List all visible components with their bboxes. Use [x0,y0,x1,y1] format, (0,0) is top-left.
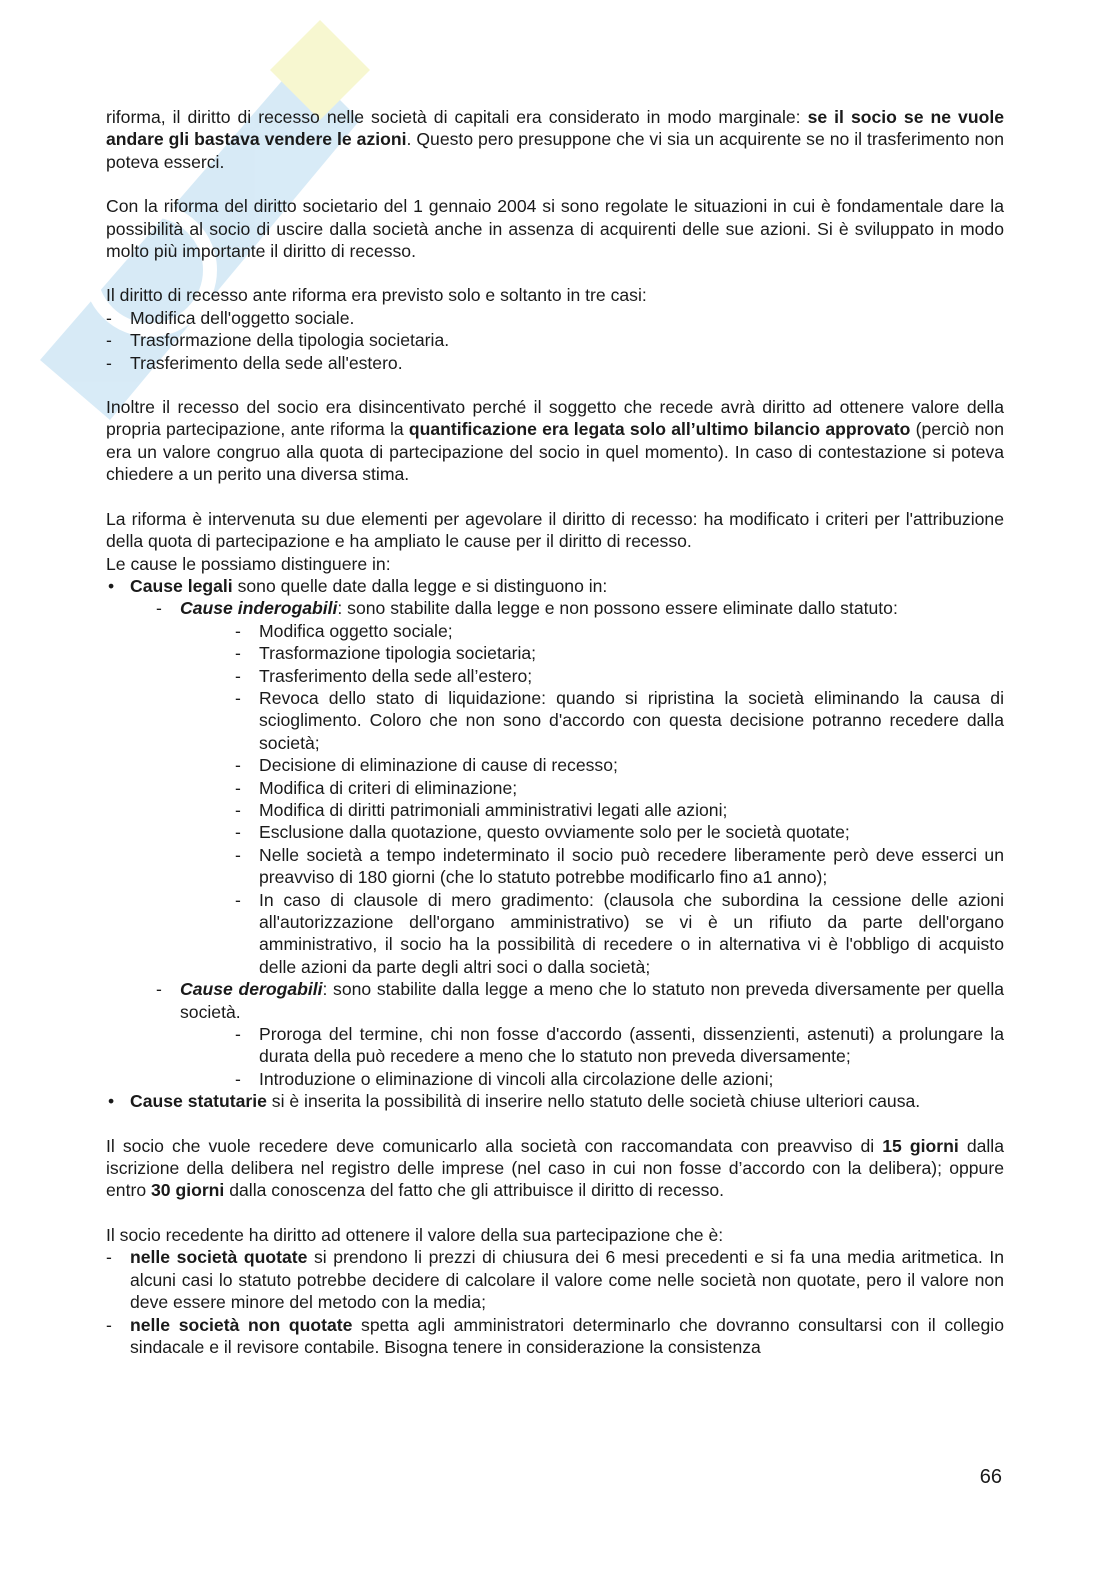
paragraph-comunicazione-recesso: Il socio che vuole recedere deve comunicarlo alla società con raccomandata con preavviso di 15 giorni dalla iscrizione della delibera nel registro delle imprese (nel caso in cui non fosse d’accordo con la delibera); oppure entro 30 giorni dalla conoscenza del fatto che gli attribuisce il diritto di recesso. [106,1135,1005,1201]
paragraph-valore-partecipazione: Il socio recedente ha diritto ad ottenere il valore della sua partecipazione che è: [106,1224,724,1245]
paragraph-riforma-elementi: La riforma è intervenuta su due elementi per agevolare il diritto di recesso: ha modificato i criteri per l'attribuzione della quota di partecipazione e ha ampliato le cause per il diritto di recesso. [106,508,1004,552]
cause-legali-sublist [156,597,1004,1090]
paragraph-cause-intro: Le cause le possiamo distinguere in: [106,553,391,574]
list-item: - Modifica di diritti patrimoniali amministrativi legati alle azioni; [235,799,1004,821]
list-item: - Modifica dell'oggetto sociale. [106,307,1004,329]
paragraph-riforma-2004: Con la riforma del diritto societario del 1 gennaio 2004 si sono regolate le situazioni in cui è fondamentale dare la possibilità al socio di uscire dalla società anche in assenza di acquirenti delle sue azioni. Si è sviluppato in modo molto più importante il diritto di recesso. [106,196,1004,262]
list-item: - Trasformazione della tipologia societaria. [106,329,1004,351]
derogabili-list [235,1023,1004,1090]
list-item: - Proroga del termine, chi non fosse d'accordo (assenti, dissenzienti, astenuti) a prolungare la durata della può recedere a meno che lo statuto non preveda diversamente; [235,1023,1004,1068]
inderogabili-list [235,620,1004,979]
list-item: - Trasformazione tipologia societaria; [235,642,1004,664]
document-body [106,106,1004,1358]
list-item: - In caso di clausole di mero gradimento: (clausola che subordina la cessione delle azioni all'autorizzazione dell'organo amministrativo) se vi è un rifiuto da parte dell'organo amministrativo, il socio ha la possibilità di recedere o in alternativa vi è l'obbligo di acquisto delle azioni da parte degli altri soci o dalla società; [235,889,1004,979]
list-item: - nelle società quotate si prendono li prezzi di chiusura dei 6 mesi precedenti e si fa una media aritmetica. In alcuni casi lo statuto potrebbe decidere di calcolare il valore come nelle società non quotate, pero il valore non deve essere minore del metodo con la media; [106,1246,1004,1313]
list-item: - Decisione di eliminazione di cause di recesso; [235,754,1004,776]
cause-legali-item: • Cause legali sono quelle date dalla legge e si distinguono in: - Cause inderogabili: sono stabilite dalla legge e non possono essere eliminate dallo statuto: - Modifica oggetto sociale; - Trasformazione tipologia societaria; - Trasferimento della sede all’estero; - Revoca dello stato di liquidazione: quando si ripristina la società eliminando la causa di scioglimento. Coloro che non sono d'accordo con questa decisione potranno recedere dalla società; - Decisione di eliminazione di cause di recesso; - Modifica di criteri di eliminazione; - Modifica di diritti patrimoniali amministrativi legati alle azioni; - Esclusione dalla quotazione, questo ovviamente solo per le società quotate; - Nelle società a tempo indeterminato il socio può recedere liberamente però deve esserci un preavviso di 180 giorni (che lo statuto potrebbe modificarlo fino a1 anno); - In caso di clausole di mero gradimento: (clausola che subordina la cessione delle azioni all'autorizzazione dell'organo amministrativo) se vi è un rifiuto da parte dell'organo amministrativo, il socio ha la possibilità di recedere o in alternativa vi è l'obbligo di acquisto delle azioni da parte degli altri soci o dalla società; - Cause derogabili: sono stabilite dalla legge a meno che lo statuto non preveda diversamente per quella società. - Proroga del termine, chi non fosse d'accordo (assenti, dissenzienti, astenuti) a prolungare la durata della può recedere a meno che lo statuto non preveda diversamente; - Introduzione o eliminazione di vincoli alla circolazione delle azioni; [106,575,1004,1090]
list-item: - Esclusione dalla quotazione, questo ovviamente solo per le società quotate; [235,821,1004,843]
cause-statutarie-item: • Cause statutarie si è inserita la possibilità di inserire nello statuto delle società chiuse ulteriori causa. [106,1090,1004,1112]
valore-list [106,1246,1004,1358]
paragraph-ante-riforma: Il diritto di recesso ante riforma era previsto solo e soltanto in tre casi: [106,285,647,306]
ante-riforma-list [106,307,1004,374]
list-item: - Revoca dello stato di liquidazione: quando si ripristina la società eliminando la causa di scioglimento. Coloro che non sono d'accordo con questa decisione potranno recedere dalla società; [235,687,1004,754]
cause-inderogabili-item: - Cause inderogabili: sono stabilite dalla legge e non possono essere eliminate dallo statuto: - Modifica oggetto sociale; - Trasformazione tipologia societaria; - Trasferimento della sede all’estero; - Revoca dello stato di liquidazione: quando si ripristina la società eliminando la causa di scioglimento. Coloro che non sono d'accordo con questa decisione potranno recedere dalla società; - Decisione di eliminazione di cause di recesso; - Modifica di criteri di eliminazione; - Modifica di diritti patrimoniali amministrativi legati alle azioni; - Esclusione dalla quotazione, questo ovviamente solo per le società quotate; - Nelle società a tempo indeterminato il socio può recedere liberamente però deve esserci un preavviso di 180 giorni (che lo statuto potrebbe modificarlo fino a1 anno); - In caso di clausole di mero gradimento: (clausola che subordina la cessione delle azioni all'autorizzazione dell'organo amministrativo) se vi è un rifiuto da parte dell'organo amministrativo, il socio ha la possibilità di recedere o in alternativa vi è l'obbligo di acquisto delle azioni da parte degli altri soci o dalla società; [156,597,1004,978]
page-number: 66 [979,1466,1002,1488]
cause-list [106,575,1004,1113]
list-item: - nelle società non quotate spetta agli amministratori determinarlo che dovranno consultarsi con il collegio sindacale e il revisore contabile. Bisogna tenere in considerazione la consistenza [106,1314,1004,1359]
list-item: - Introduzione o eliminazione di vincoli alla circolazione delle azioni; [235,1068,1004,1090]
list-item: - Modifica oggetto sociale; [235,620,1004,642]
list-item: - Trasferimento della sede all'estero. [106,352,1004,374]
cause-derogabili-item: - Cause derogabili: sono stabilite dalla legge a meno che lo statuto non preveda diversamente per quella società. - Proroga del termine, chi non fosse d'accordo (assenti, dissenzienti, astenuti) a prolungare la durata della può recedere a meno che lo statuto non preveda diversamente; - Introduzione o eliminazione di vincoli alla circolazione delle azioni; [156,978,1004,1090]
list-item: - Modifica di criteri di eliminazione; [235,777,1004,799]
paragraph-disincentivo: Inoltre il recesso del socio era disincentivato perché il soggetto che recede avrà diritto ad ottenere valore della propria partecipazione, ante riforma la quantificazione era legata solo all’ultimo bilancio approvato (perciò non era un valore congruo alla quota di partecipazione del socio in quel momento). In caso di contestazione si poteva chiedere a un perito una diversa stima. [106,397,1004,485]
list-item: - Trasferimento della sede all’estero; [235,665,1004,687]
list-item: - Nelle società a tempo indeterminato il socio può recedere liberamente però deve esserci un preavviso di 180 giorni (che lo statuto potrebbe modificarlo fino a1 anno); [235,844,1004,889]
paragraph-riforma-intro: riforma, il diritto di recesso nelle società di capitali era considerato in modo marginale: se il socio se ne vuole andare gli bastava vendere le azioni. Questo pero presuppone che vi sia un acquirente se no il trasferimento non poteva esserci. [106,107,1004,172]
